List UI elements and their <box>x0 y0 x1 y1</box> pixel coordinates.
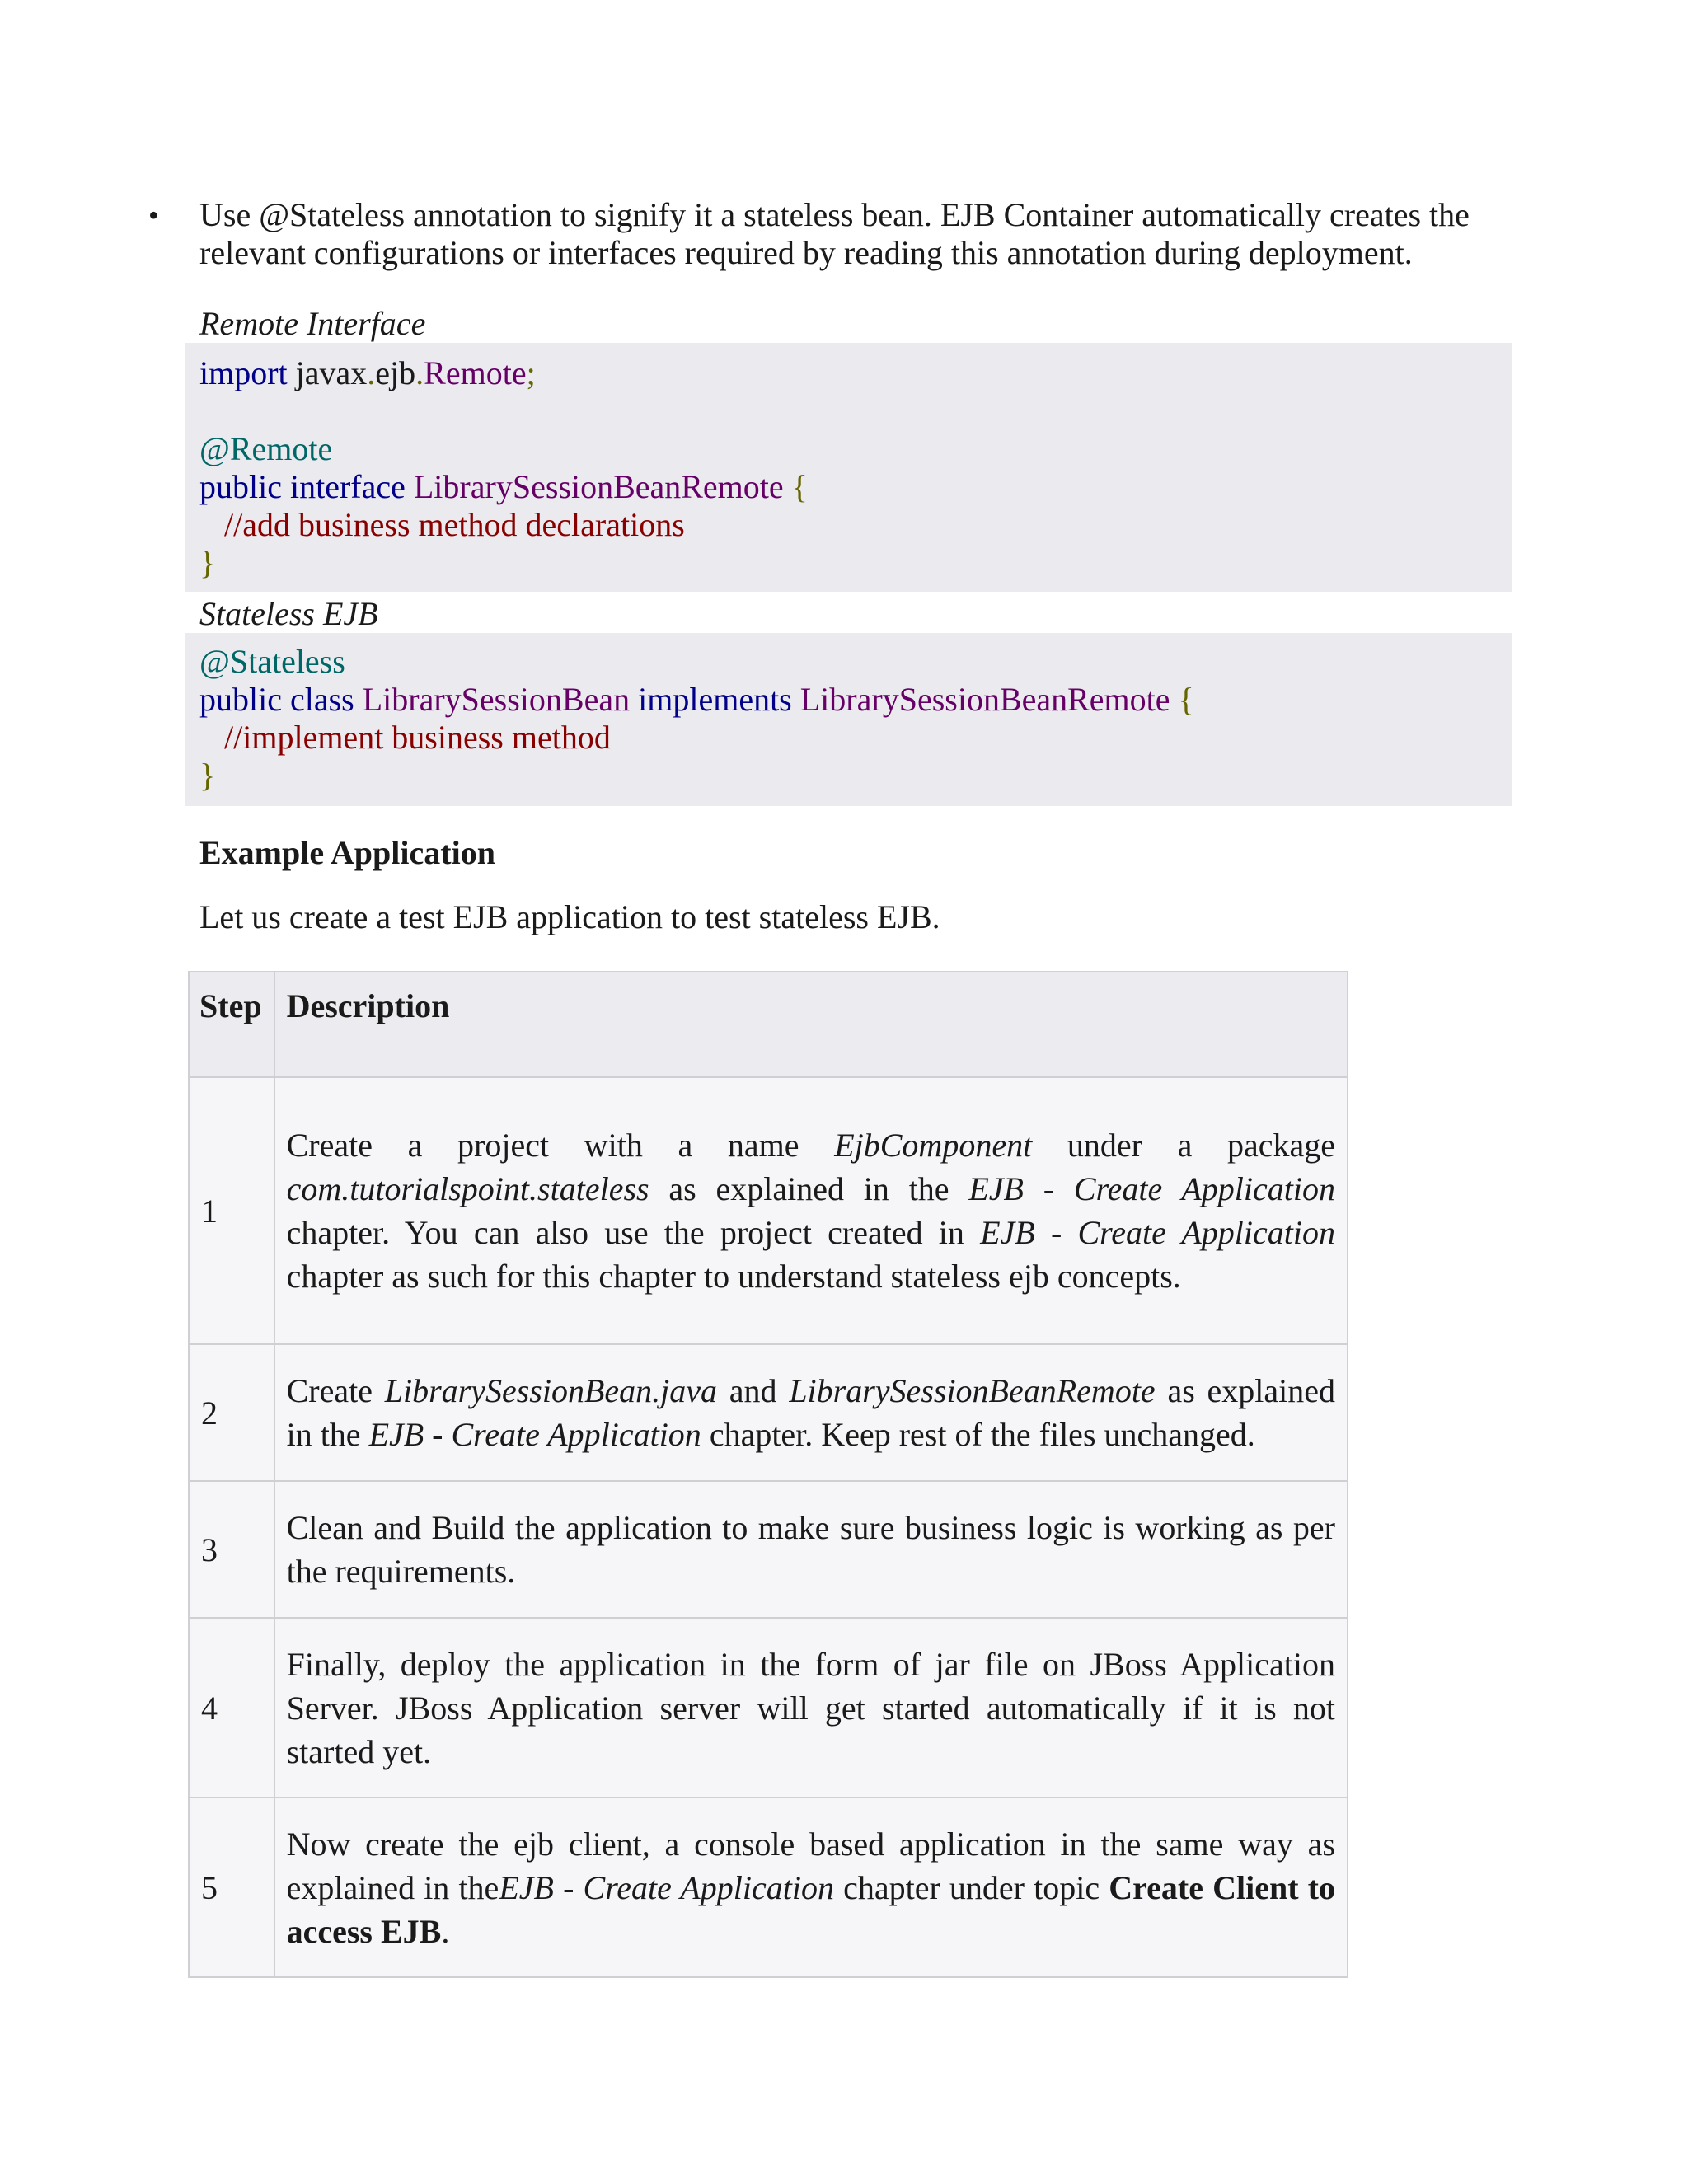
table-row <box>189 1797 1348 1977</box>
text: Create a project with a name <box>286 1127 835 1164</box>
example-heading: Example Application <box>199 834 495 871</box>
stateless-ejb-caption: Stateless EJB <box>199 595 378 632</box>
code-line <box>199 544 1512 582</box>
code-class: LibrarySessionBeanRemote <box>413 468 784 505</box>
step-number: 4 <box>189 1618 274 1797</box>
step-description <box>274 1077 1348 1344</box>
step-number: 1 <box>189 1077 274 1344</box>
text: and <box>717 1372 790 1409</box>
text: Create <box>286 1372 385 1409</box>
italic-text: LibrarySessionBean.java <box>384 1372 718 1409</box>
code-annotation: @Remote <box>199 430 333 467</box>
table-row <box>189 1481 1348 1618</box>
step-description <box>274 1797 1348 1977</box>
text: as explained in the <box>286 1372 1336 1453</box>
table-header-row <box>189 972 1348 1077</box>
code-punct: ; <box>526 354 536 391</box>
table-row <box>189 1077 1348 1344</box>
code-punct: } <box>199 544 216 581</box>
italic-text: EJB - Create Application <box>368 1416 701 1453</box>
text: under a package <box>1032 1127 1336 1164</box>
text: chapter as such for this chapter to understand stateless ejb concepts. <box>286 1258 1181 1295</box>
code-comment: //add business method declarations <box>224 506 685 543</box>
text: chapter under topic <box>833 1868 1109 1906</box>
step-number: 3 <box>189 1481 274 1618</box>
remote-interface-code-block <box>185 343 1512 592</box>
code-plain: javax <box>287 354 368 391</box>
bold-text: Create Client to access EJB <box>286 1868 1335 1950</box>
stateless-ejb-code-block <box>185 633 1512 806</box>
italic-text: EJB - Create Application <box>980 1214 1335 1251</box>
header-description: Description <box>274 972 1348 1077</box>
code-line <box>199 719 1512 757</box>
bullet-dot: • <box>148 199 159 232</box>
code-comment: //implement business method <box>224 719 611 756</box>
table-row <box>189 1618 1348 1797</box>
code-class: Remote <box>424 354 527 391</box>
text: Now create the ejb client, a console based application in the same way as explained in the <box>286 1825 1335 1906</box>
code-keyword: public class <box>199 681 354 718</box>
header-step: Step <box>189 972 274 1077</box>
step-description: Finally, deploy the application in the form of jar file on JBoss Application Server. JBoss Application server will get started automatically if it is not started yet. <box>274 1618 1348 1797</box>
code-line <box>199 468 1512 506</box>
code-annotation: @Stateless <box>199 643 345 680</box>
step-description <box>274 1344 1348 1481</box>
code-line <box>199 506 1512 544</box>
code-keyword: public interface <box>199 468 406 505</box>
step-number: 5 <box>189 1797 274 1977</box>
text: as explained in the <box>649 1170 969 1207</box>
remote-interface-caption: Remote Interface <box>199 305 426 342</box>
code-line <box>199 354 1512 392</box>
step-number: 2 <box>189 1344 274 1481</box>
code-keyword: implements <box>638 681 792 718</box>
table-row <box>189 1344 1348 1481</box>
steps-table <box>188 971 1348 1978</box>
bullet-text: Use @Stateless annotation to signify it a stateless bean. EJB Container automatically creates the relevant configurations or interfaces required by reading this annotation during deployment. <box>199 196 1470 271</box>
code-line <box>199 757 1512 794</box>
italic-text: EjbComponent <box>834 1127 1033 1164</box>
code-punct: . <box>415 354 424 391</box>
code-line <box>199 430 1512 468</box>
italic-text: EJB - Create Application <box>499 1868 834 1906</box>
code-class: LibrarySessionBeanRemote <box>799 681 1170 718</box>
code-line <box>199 643 1512 681</box>
text: chapter. You can also use the project created in <box>286 1214 981 1251</box>
code-punct: { <box>1178 681 1194 718</box>
code-punct: . <box>367 354 376 391</box>
italic-text: LibrarySessionBeanRemote <box>789 1372 1156 1409</box>
step-description: Clean and Build the application to make sure business logic is working as per the requirements. <box>274 1481 1348 1618</box>
code-line-blank <box>199 392 1512 430</box>
code-keyword: import <box>199 354 288 391</box>
text: chapter. Keep rest of the files unchanged. <box>701 1416 1255 1453</box>
code-punct: } <box>199 757 216 794</box>
code-punct: { <box>791 468 808 505</box>
code-class: LibrarySessionBean <box>362 681 631 718</box>
italic-text: com.tutorialspoint.stateless <box>286 1170 649 1207</box>
text: . <box>441 1912 450 1950</box>
italic-text: EJB - Create Application <box>968 1170 1335 1207</box>
example-intro: Let us create a test EJB application to test stateless EJB. <box>199 898 940 935</box>
code-plain: ejb <box>375 354 416 391</box>
code-line <box>199 681 1512 719</box>
